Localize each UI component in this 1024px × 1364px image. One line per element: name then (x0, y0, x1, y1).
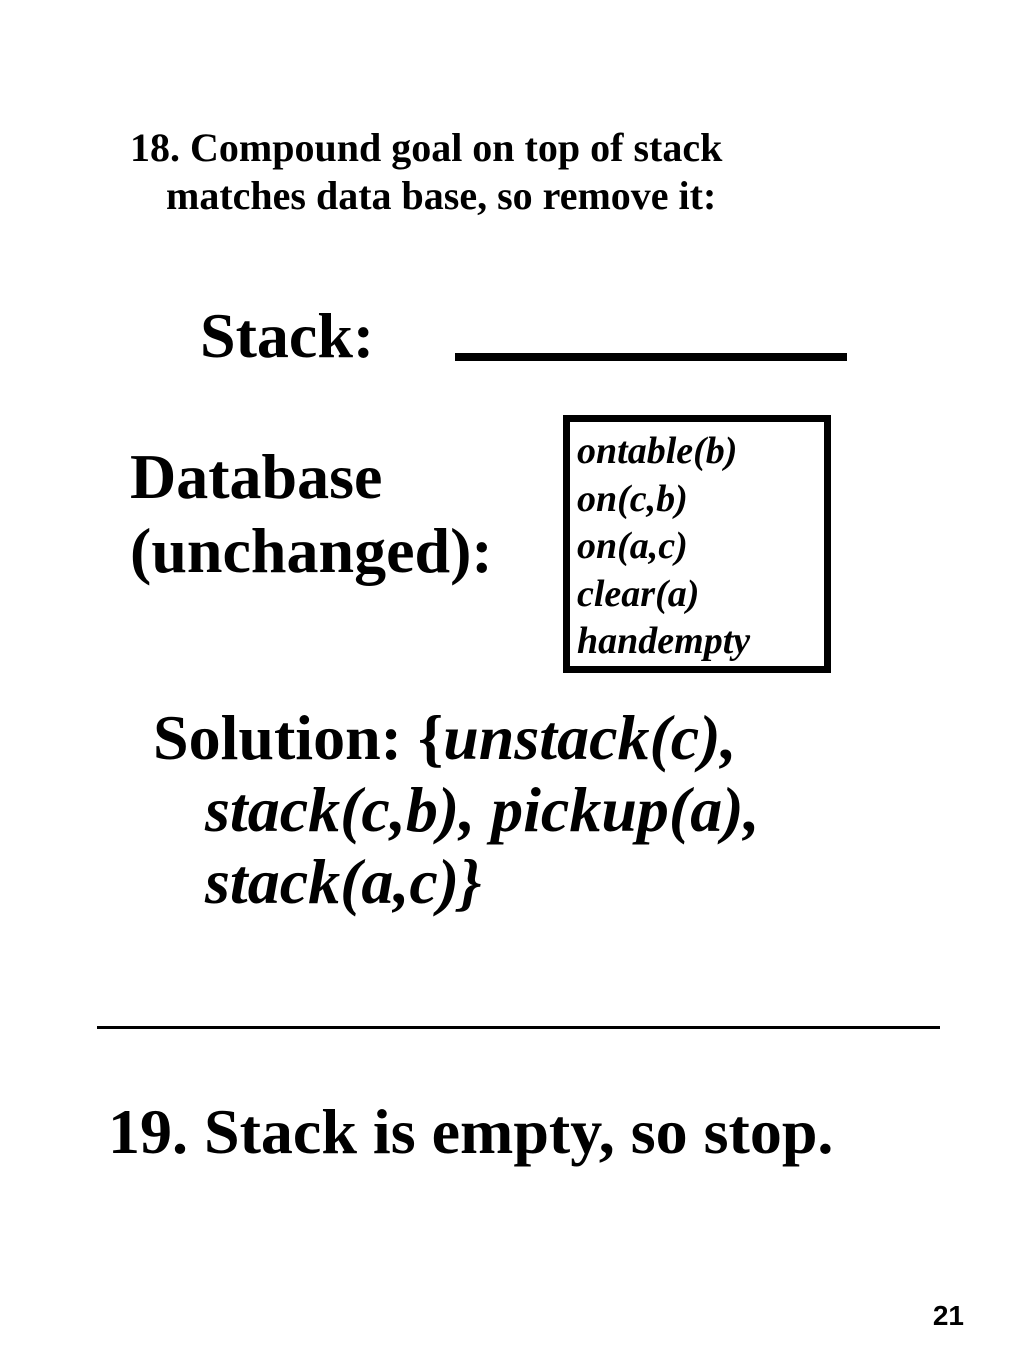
database-label-line-2: (unchanged): (130, 515, 493, 586)
database-fact: on(c,b) (577, 477, 688, 520)
database-fact: clear(a) (577, 572, 700, 615)
step-18-line-1: 18. Compound goal on top of stack (130, 125, 723, 170)
database-facts-list (570, 422, 824, 666)
solution-block (153, 702, 760, 918)
database-label (130, 440, 493, 588)
database-fact: handempty (577, 620, 751, 662)
empty-stack-line (455, 353, 847, 361)
stack-label: Stack: (200, 300, 375, 371)
solution-label: Solution: (153, 702, 418, 773)
solution-actions-line-1: unstack(c), (443, 702, 737, 773)
step-18-heading (130, 124, 722, 220)
database-fact: on(a,c) (577, 525, 688, 567)
database-fact: ontable(b) (577, 430, 738, 472)
page-number: 21 (932, 1300, 964, 1331)
step-18-line-2: matches data base, so remove it: (166, 173, 717, 218)
section-divider (97, 1026, 940, 1029)
step-19-text: 19. Stack is empty, so stop. (108, 1096, 834, 1167)
solution-open-brace: { (417, 702, 444, 773)
solution-line-1 (153, 702, 760, 774)
database-box (563, 415, 831, 673)
solution-line-2: stack(c,b), pickup(a), (205, 774, 760, 845)
database-label-line-1: Database (130, 441, 383, 512)
solution-line-3: stack(a,c)} (205, 846, 482, 917)
